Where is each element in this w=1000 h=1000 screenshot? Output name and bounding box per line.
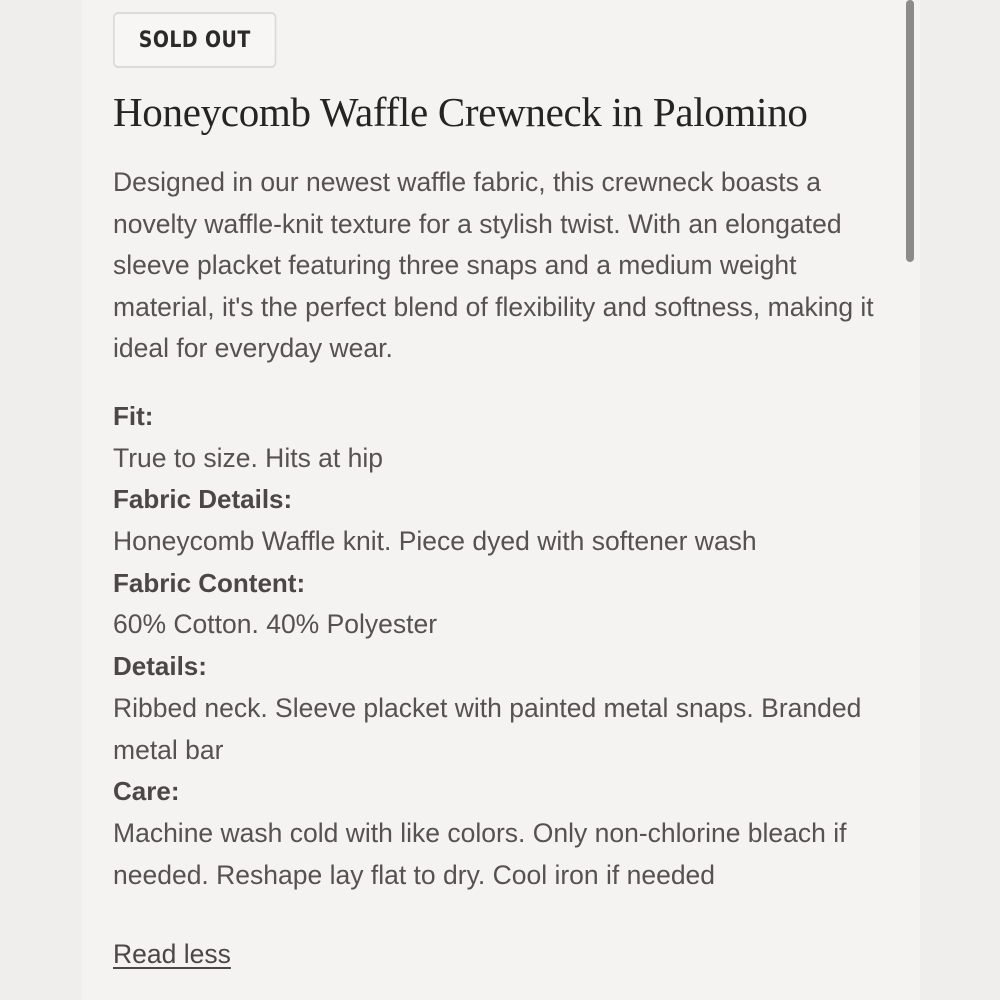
fit-label: Fit: [113, 400, 154, 431]
scrollbar-thumb[interactable] [906, 0, 914, 262]
read-less-link[interactable]: Read less [113, 939, 231, 970]
details-value: Ribbed neck. Sleeve placket with painted metal snaps. Branded metal bar [113, 692, 862, 765]
fabric-details-value: Honeycomb Waffle knit. Piece dyed with softener wash [113, 526, 757, 557]
fit-value: True to size. Hits at hip [113, 442, 384, 473]
fabric-details-label: Fabric Details: [113, 484, 293, 515]
sold-out-badge: SOLD OUT [113, 12, 276, 68]
product-description: Designed in our newest waffle fabric, this crewneck boasts a novelty waffle-knit texture for a stylish twist. With an elongated sleeve placket featuring three snaps and a medium weight material, it's the perfect blend of flexibility and softness, making it ideal for everyday wear. [113, 167, 874, 364]
product-title: Honeycomb Waffle Crewneck in Palomino [113, 89, 808, 135]
care-value: Machine wash cold with like colors. Only non-chlorine bleach if needed. Reshape lay flat to dry. Cool iron if needed [113, 818, 847, 890]
care-label: Care: [113, 776, 180, 807]
fabric-content-value: 60% Cotton. 40% Polyester [113, 609, 438, 640]
product-specs [113, 396, 893, 896]
product-details-content [113, 12, 893, 972]
details-label: Details: [113, 651, 207, 682]
fabric-content-label: Fabric Content: [113, 567, 306, 598]
